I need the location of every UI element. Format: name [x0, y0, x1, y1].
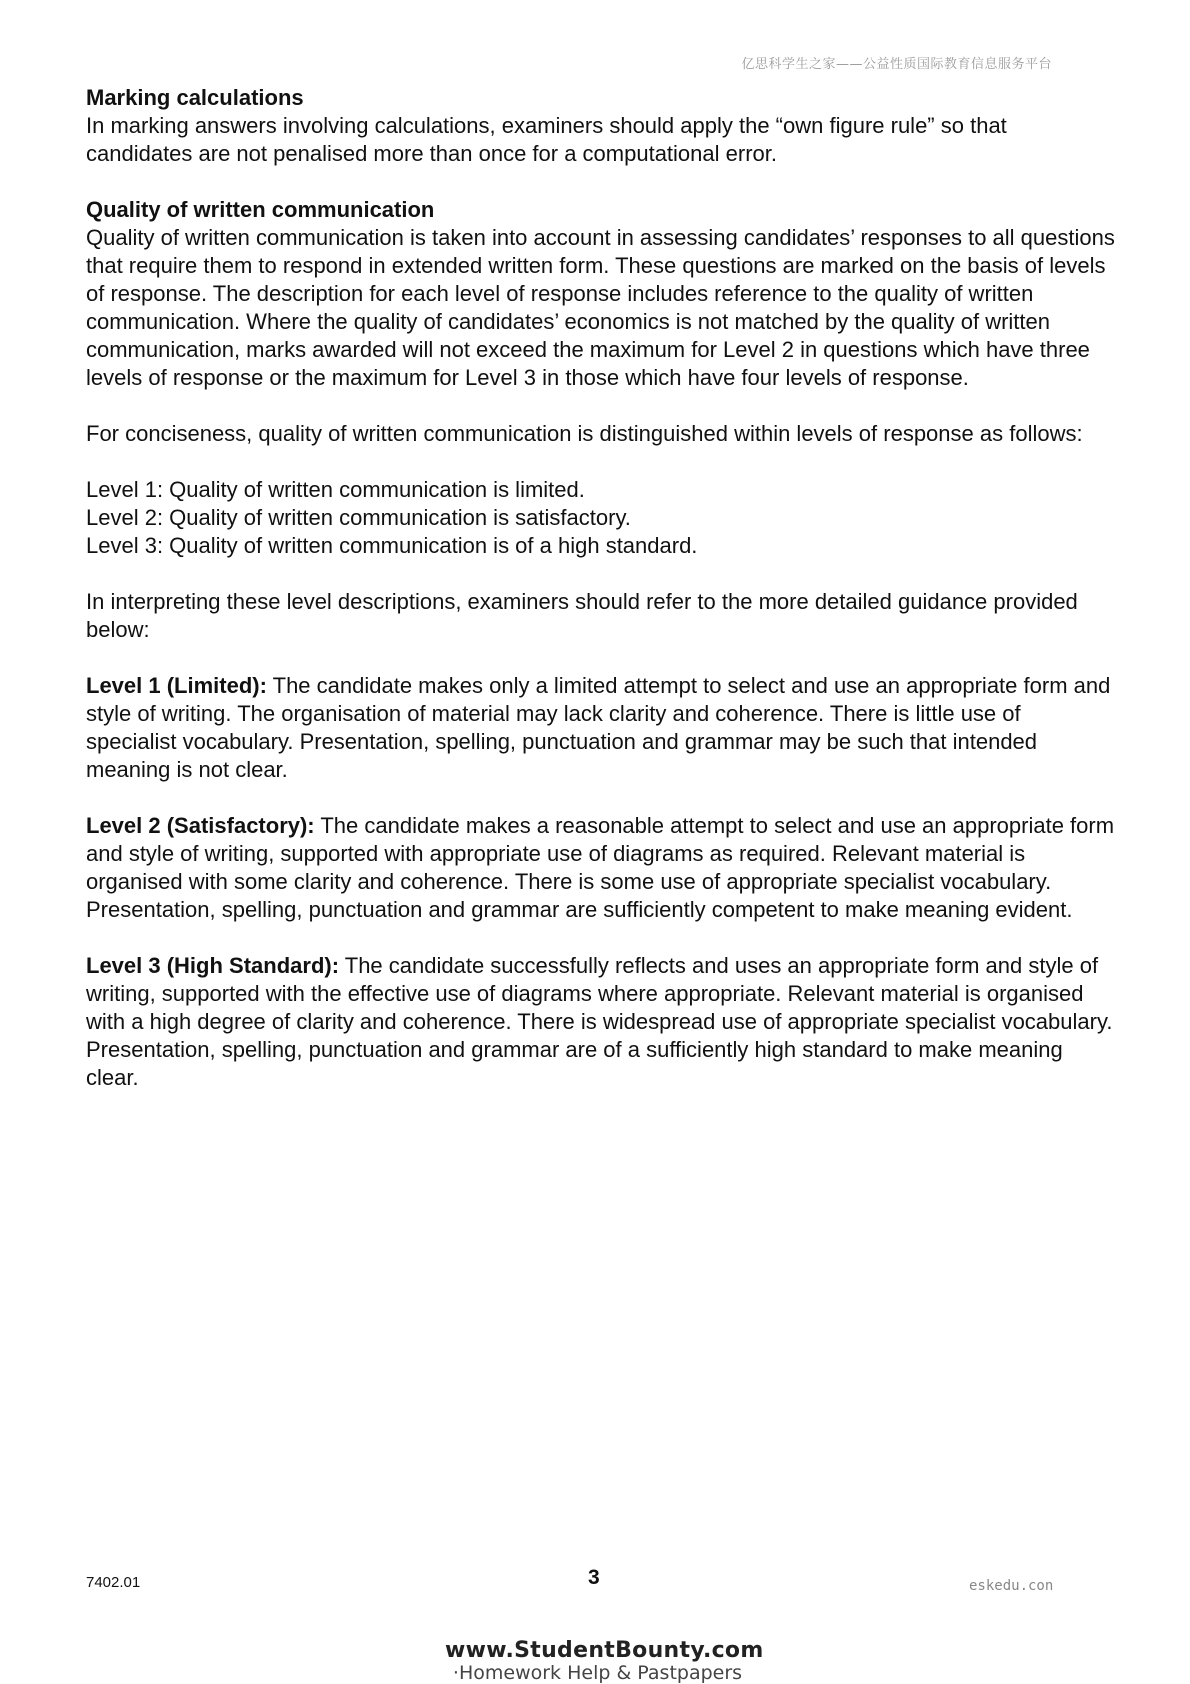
logo-url-text: www.StudentBounty.com	[445, 1638, 764, 1663]
qwc-heading: Quality of written communication	[86, 197, 435, 222]
guidance-level-3-text: The candidate successfully reflects and uses an appropriate form and style of writing, supported with the effective use of diagrams where appropriate. Relevant material is organised with a high degree of clarity and coherence. There is widespread use of appropriate specialist vocabulary. Presentation, spelling, punctuation and grammar are of a sufficiently high standard to make meaning clear.	[86, 953, 1113, 1090]
level-summary-item: Level 2: Quality of written communication is satisfactory.	[86, 505, 631, 530]
level-summary-item: Level 1: Quality of written communication is limited.	[86, 477, 585, 502]
marking-calculations-heading: Marking calculations	[86, 85, 304, 110]
guidance-level-1	[86, 672, 1116, 784]
page-number: 3	[588, 1566, 600, 1589]
level-summary-item: Level 3: Quality of written communication is of a high standard.	[86, 533, 698, 558]
guidance-level-1-label: Level 1 (Limited):	[86, 673, 267, 698]
guidance-level-3-label: Level 3 (High Standard):	[86, 953, 340, 978]
guidance-level-2	[86, 812, 1116, 924]
document-body	[86, 84, 1116, 1120]
guidance-level-1-text: The candidate makes only a limited attempt to select and use an appropriate form and style of writing. The organisation of material may lack clarity and coherence. There is little use of specialist vocabulary. Presentation, spelling, punctuation and grammar may be such that intended meaning is not clear.	[86, 673, 1111, 782]
marking-calculations-body: In marking answers involving calculations, examiners should apply the “own figure rule” so that candidates are not penalised more than once for a computational error.	[86, 113, 1007, 166]
guidance-level-3	[86, 952, 1116, 1092]
guidance-level-2-label: Level 2 (Satisfactory):	[86, 813, 315, 838]
marking-calculations-section	[86, 84, 1116, 168]
level-summary-list	[86, 476, 1116, 560]
footer-site-text: eskedu.con	[969, 1578, 1054, 1594]
conciseness-paragraph: For conciseness, quality of written communication is distinguished within levels of response as follows:	[86, 421, 1083, 446]
qwc-body: Quality of written communication is taken into account in assessing candidates’ responses to all questions that require them to respond in extended written form. These questions are marked on the basis of levels of response. The description for each level of response includes reference to the quality of written communication. Where the quality of candidates’ economics is not matched by the quality of written communication, marks awarded will not exceed the maximum for Level 2 in questions which have three levels of response or the maximum for Level 3 in those which have four levels of response.	[86, 225, 1115, 390]
studentbounty-logo[interactable]	[445, 1638, 764, 1684]
qwc-section	[86, 196, 1116, 392]
logo-tagline-text: ·Homework Help & Pastpapers	[452, 1662, 743, 1684]
header-watermark: 亿思科学生之家——公益性质国际教育信息服务平台	[741, 57, 1052, 72]
guidance-level-2-text: The candidate makes a reasonable attempt to select and use an appropriate form and style of writing, supported with appropriate use of diagrams as required. Relevant material is organised with some clarity and coherence. There is some use of appropriate specialist vocabulary. Presentation, spelling, punctuation and grammar are sufficiently competent to make meaning evident.	[86, 813, 1115, 922]
interpreting-paragraph: In interpreting these level descriptions, examiners should refer to the more detailed guidance provided below:	[86, 589, 1078, 642]
document-code: 7402.01	[86, 1574, 141, 1591]
